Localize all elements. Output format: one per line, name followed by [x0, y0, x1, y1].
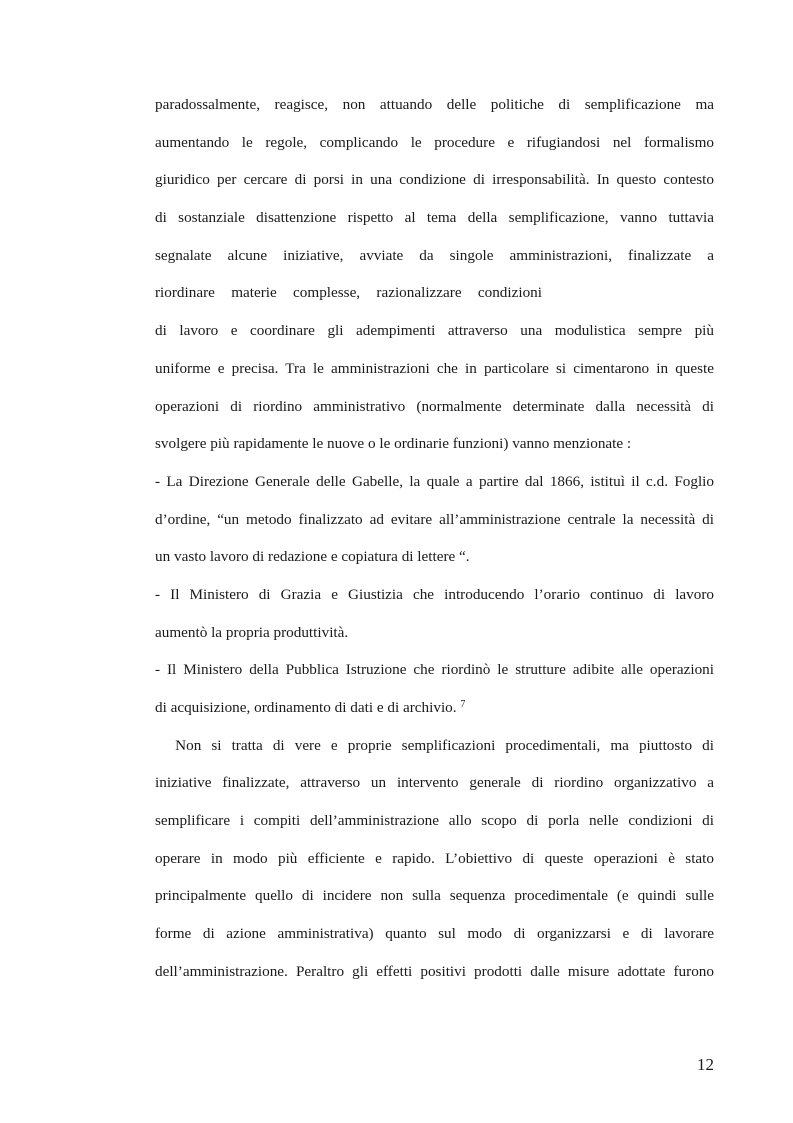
text-line: - Il Ministero di Grazia e Giustizia che introducendo l’orario continuo di lavoro	[155, 585, 714, 603]
text-line: operare in modo più efficiente e rapido. L’obiettivo di queste operazioni è stato	[155, 849, 714, 867]
text-line: un vasto lavoro di redazione e copiatura di lettere “.	[155, 548, 470, 566]
text-line: iniziative finalizzate, attraverso un intervento generale di riordino organizzativo a	[155, 774, 714, 792]
text-line-content: di acquisizione, ordinamento di dati e di archivio.	[155, 699, 457, 716]
text-line: aumentò la propria produttività.	[155, 623, 349, 641]
text-line: principalmente quello di incidere non sulla sequenza procedimentale (e quindi sulle	[155, 887, 714, 905]
text-line: svolgere più rapidamente le nuove o le ordinarie funzioni) vanno menzionate :	[155, 435, 632, 453]
text-line: - La Direzione Generale delle Gabelle, la quale a partire dal 1866, istituì il c.d. Foglio	[155, 472, 714, 490]
text-line: d’ordine, “un metodo finalizzato ad evitare all’amministrazione centrale la necessità di	[155, 510, 714, 528]
text-line: di sostanziale disattenzione rispetto al tema della semplificazione, vanno tuttavia	[155, 209, 714, 227]
text-line: operazioni di riordino amministrativo (normalmente determinate dalla necessità di	[155, 397, 714, 415]
footnote-reference[interactable]: 7	[460, 699, 466, 710]
text-line: uniforme e precisa. Tra le amministrazioni che in particolare si cimentarono in queste	[155, 359, 714, 377]
text-line: semplificare i compiti dell’amministrazione allo scopo di porla nelle condizioni di	[155, 812, 714, 830]
text-line: Non si tratta di vere e proprie semplificazioni procedimentali, ma piuttosto di	[155, 736, 714, 754]
text-line: riordinare materie complesse, razionalizzare condizioni	[155, 284, 542, 302]
text-line: aumentando le regole, complicando le procedure e rifugiandosi nel formalismo	[155, 133, 714, 151]
text-line-with-footnote	[155, 694, 714, 732]
text-line: segnalate alcune iniziative, avviate da singole amministrazioni, finalizzate a	[155, 246, 714, 264]
text-line: giuridico per cercare di porsi in una condizione di irresponsabilità. In questo contesto	[155, 171, 714, 189]
text-line: - Il Ministero della Pubblica Istruzione che riordinò le strutture adibite alle operazioni	[155, 661, 714, 679]
text-line: di lavoro e coordinare gli adempimenti attraverso una modulistica sempre più	[155, 322, 714, 340]
text-line: dell’amministrazione. Peraltro gli effetti positivi prodotti dalle misure adottate furono	[155, 962, 714, 980]
text-line: forme di azione amministrativa) quanto sul modo di organizzarsi e di lavorare	[155, 925, 714, 943]
body-text	[155, 91, 714, 996]
page-number: 12	[697, 1055, 714, 1074]
text-line: paradossalmente, reagisce, non attuando delle politiche di semplificazione ma	[155, 96, 714, 113]
